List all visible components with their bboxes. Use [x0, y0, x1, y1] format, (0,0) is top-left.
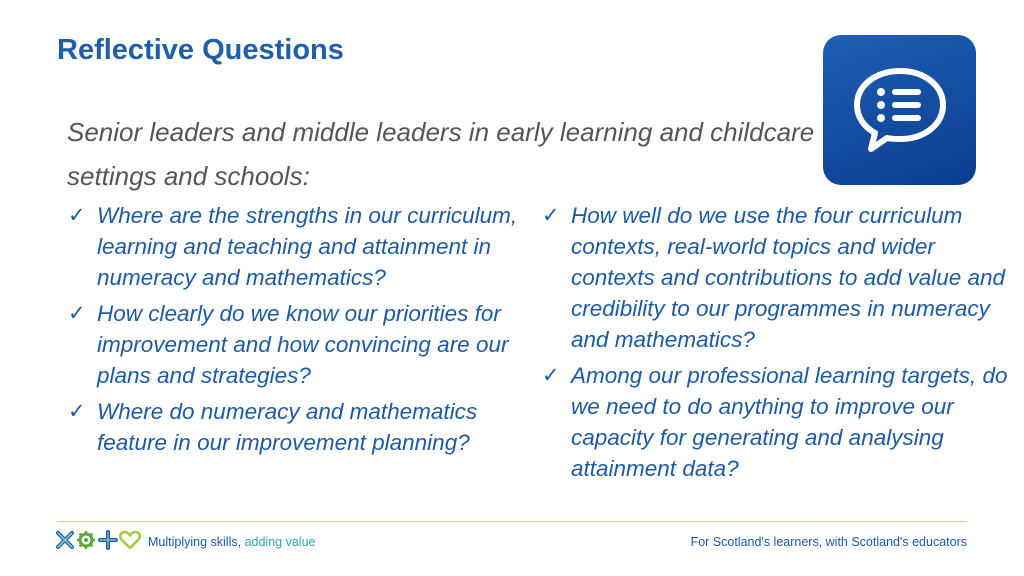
heart-icon: [119, 530, 141, 555]
gear-icon: [76, 530, 96, 555]
list-item: [68, 396, 528, 458]
chat-list-badge: [823, 35, 976, 185]
list-item: [542, 200, 1012, 355]
question-text: How well do we use the four curriculum contexts, real-world topics and wider contexts and contributions to add value and credibility to our programmes in numeracy and mathematics?: [571, 203, 1006, 352]
right-question-list: [542, 200, 1012, 489]
chat-list-icon: [851, 65, 949, 157]
footer-slogan: For Scotland's learners, with Scotland's educators: [690, 535, 967, 549]
list-item: [68, 298, 528, 391]
checkmark-icon: ✓: [542, 364, 560, 387]
checkmark-icon: ✓: [68, 204, 86, 227]
footer-tagline: [148, 535, 315, 549]
question-text: Among our professional learning targets, do we need to do anything to improve our capacity for generating and analysing attainment data?: [571, 363, 1008, 481]
list-item: [68, 200, 528, 293]
tagline-accent: adding value: [244, 535, 316, 549]
checkmark-icon: ✓: [68, 302, 86, 325]
checkmark-icon: ✓: [68, 400, 86, 423]
left-question-list: [68, 200, 528, 463]
list-item: [542, 360, 1012, 484]
multiply-icon: [55, 530, 75, 555]
tagline-main: Multiplying skills,: [148, 535, 242, 549]
question-text: Where are the strengths in our curriculum, learning and teaching and attainment in numeracy and mathematics?: [97, 203, 518, 290]
plus-icon: [98, 530, 118, 555]
intro-text: Senior leaders and middle leaders in early learning and childcare settings and schools:: [67, 117, 815, 191]
checkmark-icon: ✓: [542, 204, 560, 227]
question-text: How clearly do we know our priorities for improvement and how convincing are our plans and strategies?: [97, 301, 509, 388]
question-text: Where do numeracy and mathematics feature in our improvement planning?: [97, 399, 478, 455]
footer-divider: [57, 521, 967, 522]
page-title: Reflective Questions: [57, 34, 344, 66]
